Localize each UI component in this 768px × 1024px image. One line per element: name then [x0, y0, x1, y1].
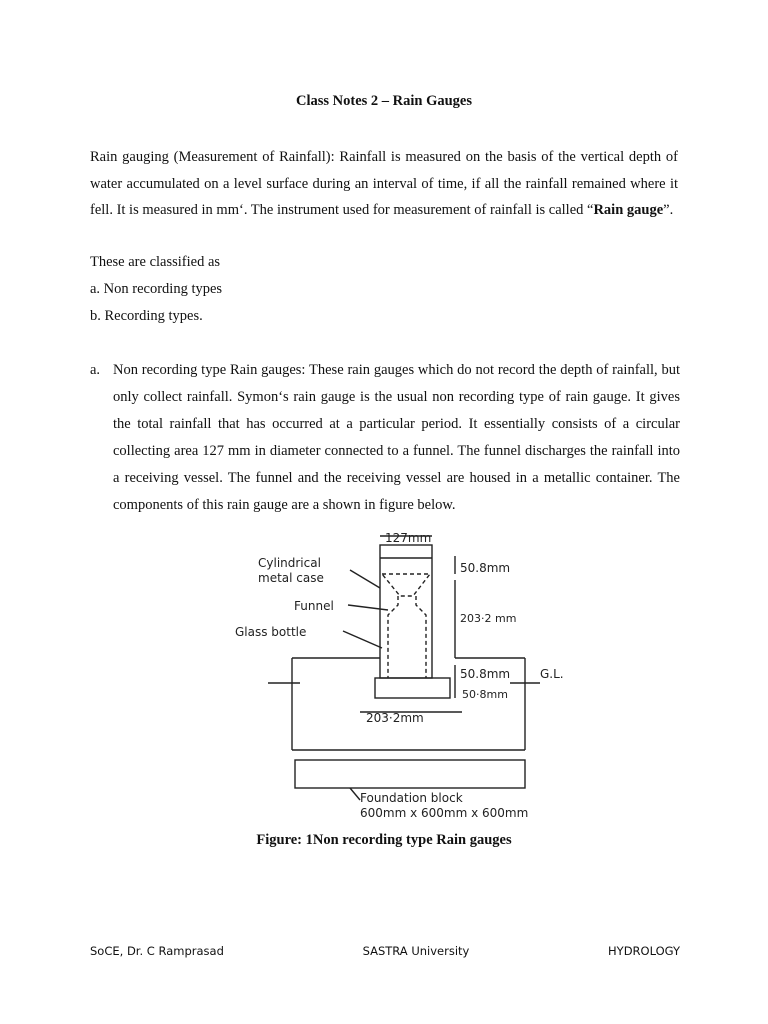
- section-a-marker: a.: [90, 362, 101, 378]
- dim-top-label: 127mm: [385, 531, 432, 545]
- classified-line: These are classified as: [90, 254, 221, 270]
- type-item-a: a. Non recording types: [90, 281, 223, 297]
- intro-text: Rain gauging (Measurement of Rainfall): Rainfall is measured on the basis of the vertical depth of water accumulated on a level surface during an interval of time, if all the rainfall remained where it fell. It is measured in mm‘. The instrument used for measurement of rainfall is called “: [90, 149, 678, 219]
- rain-gauge-figure: [230, 530, 580, 825]
- dim-width-label: 203·2mm: [366, 711, 424, 725]
- foundation-label-line1: Foundation block: [360, 791, 463, 805]
- page-title: Class Notes 2 – Rain Gauges: [295, 93, 473, 109]
- dim-rim-label: 50.8mm: [460, 561, 511, 575]
- dim-ground-label: 50.8mm: [460, 667, 511, 681]
- bottle-label: Glass bottle: [235, 625, 307, 639]
- type-item-b: b. Recording types.: [90, 308, 203, 324]
- intro-paragraph: [90, 144, 678, 224]
- case-label-line2: metal case: [258, 571, 324, 585]
- intro-text-end: ”.: [663, 202, 674, 219]
- funnel-label: Funnel: [294, 599, 334, 613]
- section-a-text: Non recording type Rain gauges: These rain gauges which do not record the depth of rainfall, but only collect rainfall. Symon‘s rain gauge is the usual non recording type of rain gauge. It gives the total rainfall that has occurred at a particular period. It essentially consists of a circular collecting area 127 mm in diameter connected to a funnel. The funnel discharges the rainfall into a receiving vessel. The funnel and the receiving vessel are housed in a metallic container. The components of this rain gauge are a shown in figure below.: [113, 362, 680, 513]
- foundation-label-line2: 600mm x 600mm x 600mm: [360, 806, 529, 820]
- dim-height-label: 203·2 mm: [460, 612, 517, 625]
- page-footer: [90, 944, 680, 958]
- footer-author: SoCE, Dr. C Ramprasad: [90, 944, 224, 958]
- footer-university: SASTRA University: [362, 944, 470, 958]
- figure-caption: Figure: 1Non recording type Rain gauges: [256, 832, 512, 848]
- footer-subject: HYDROLOGY: [608, 944, 680, 958]
- case-label-line1: Cylindrical: [258, 556, 321, 570]
- rain-gauge-diagram: [230, 530, 580, 825]
- gl-label: G.L.: [540, 667, 564, 681]
- intro-bold-term: Rain gauge: [593, 202, 664, 219]
- section-a: [90, 357, 680, 519]
- dim-base-label: 50·8mm: [462, 688, 508, 701]
